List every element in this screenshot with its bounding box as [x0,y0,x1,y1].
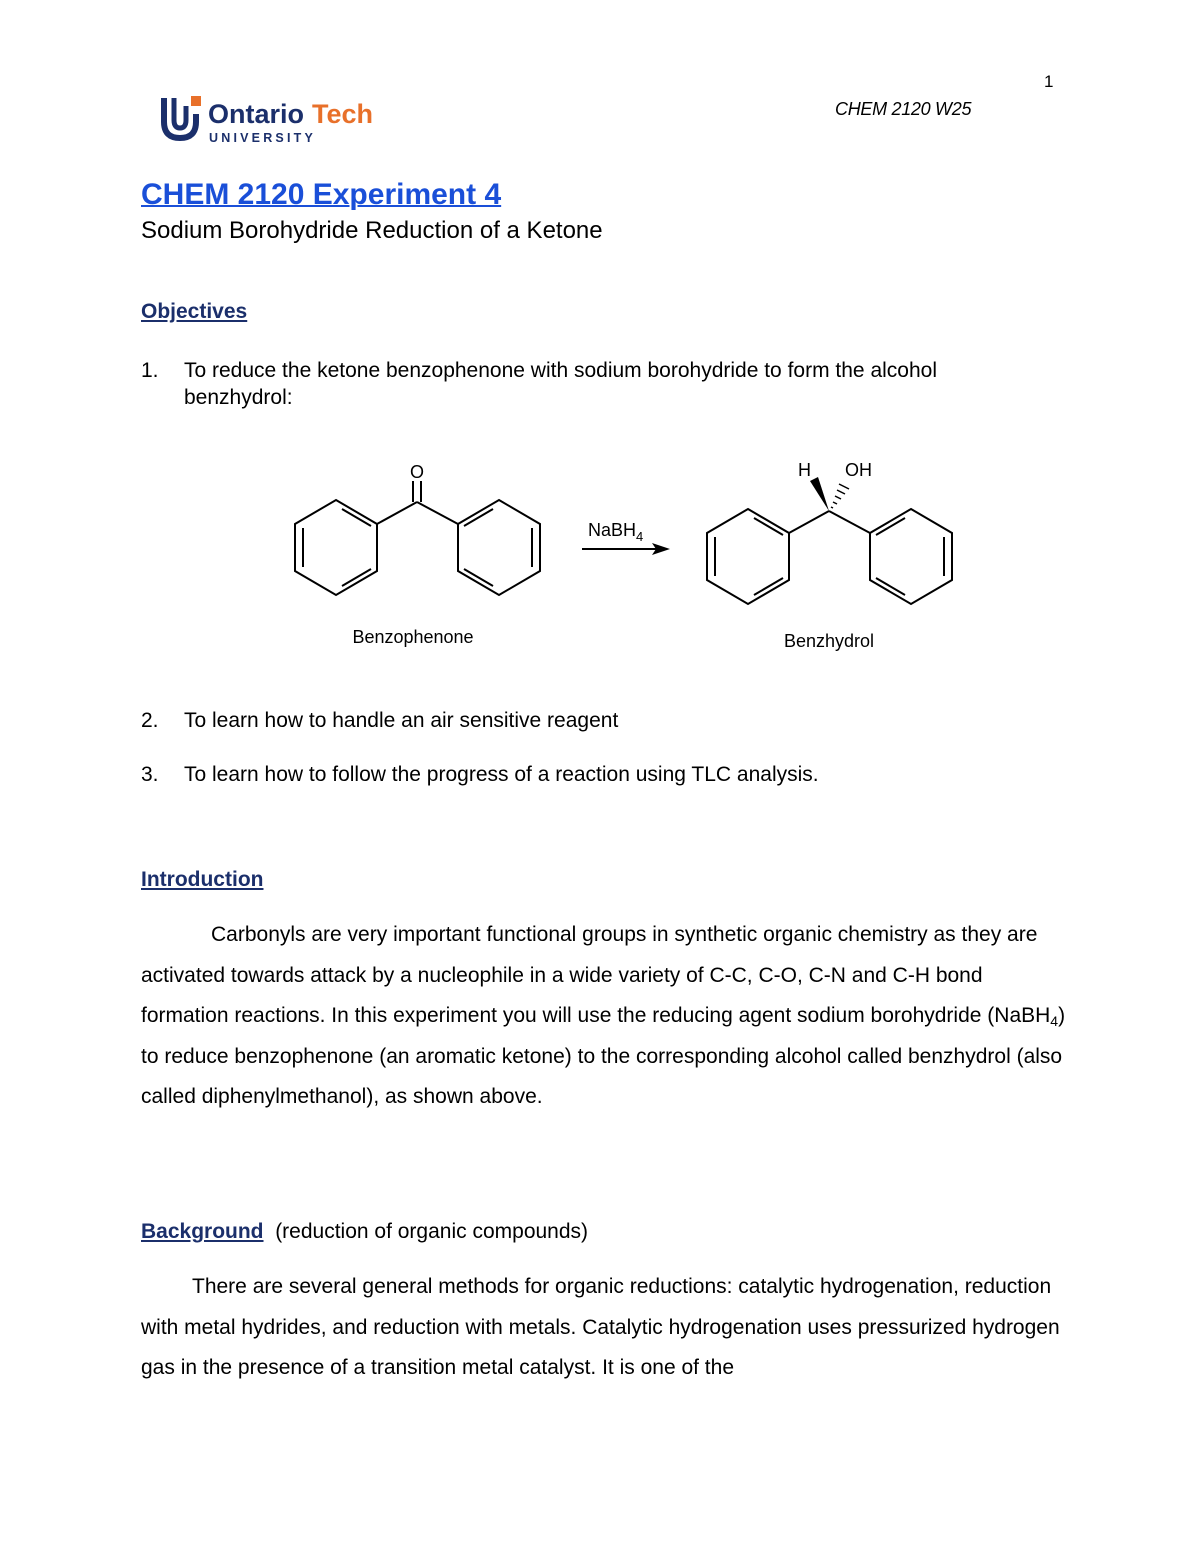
hydroxyl-label: OH [845,460,872,480]
logo-word-university: UNIVERSITY [209,131,317,145]
background-heading: Background [141,1220,264,1243]
background-paragraph: There are several general methods for organic reductions: catalytic hydrogenation, reduction with metal hydrides, and reduction with metals. Catalytic hydrogenation uses pressurized hydrogen gas in the presence of a transition metal catalyst. It is one of the [141,1275,1060,1380]
objective-3-number: 3. [141,763,159,786]
benzophenone-label: Benzophenone [352,627,474,647]
introduction-paragraph: Carbonyls are very important functional groups in synthetic organic chemistry as they are activated towards attack by a nucleophile in a wide variety of C-C, C-O, C-N and C-H bond formation reactions. In this experiment you will use the reducing agent sodium borohydride (NaBH$_4$) to reduce benzophenone (an aromatic ketone) to the corresponding alcohol called benzhydrol (also called diphenylmethanol), as shown above. [141,923,1066,1109]
logo-word-tech: Tech [312,99,374,129]
objective-2-text: To learn how to handle an air sensitive reagent [184,709,619,732]
objective-1-line-1: To reduce the ketone benzophenone with sodium borohydride to form the alcohol [184,359,937,382]
document-subtitle: Sodium Borohydride Reduction of a Ketone [141,217,603,244]
reagent-label: NaBH$_4$ [588,520,644,544]
benzhydrol-label: Benzhydrol [783,631,875,651]
university-emblem-icon [164,96,201,138]
background-note: (reduction of organic compounds) [275,1220,589,1243]
introduction-heading: Introduction [141,868,264,891]
document-title: CHEM 2120 Experiment 4 [141,178,502,211]
benzhydrol-structure [707,484,952,604]
page-number: 1 [1044,72,1054,91]
hydrogen-label: H [798,460,811,480]
objective-1-line-2: benzhydrol: [184,386,293,409]
objective-2-number: 2. [141,709,159,732]
reaction-scheme [280,450,980,660]
wedge-bond-icon [810,477,829,511]
course-code: CHEM 2120 W25 [835,99,972,119]
oxygen-label: O [409,462,425,482]
objective-1-number: 1. [141,359,159,382]
logo-word-ontario: Ontario [208,99,305,129]
objectives-heading: Objectives [141,300,248,323]
benzophenone-structure [295,481,540,595]
background-heading-line [141,1220,588,1244]
ontario-tech-logo [160,92,380,148]
objective-3-text: To learn how to follow the progress of a reaction using TLC analysis. [184,763,819,786]
